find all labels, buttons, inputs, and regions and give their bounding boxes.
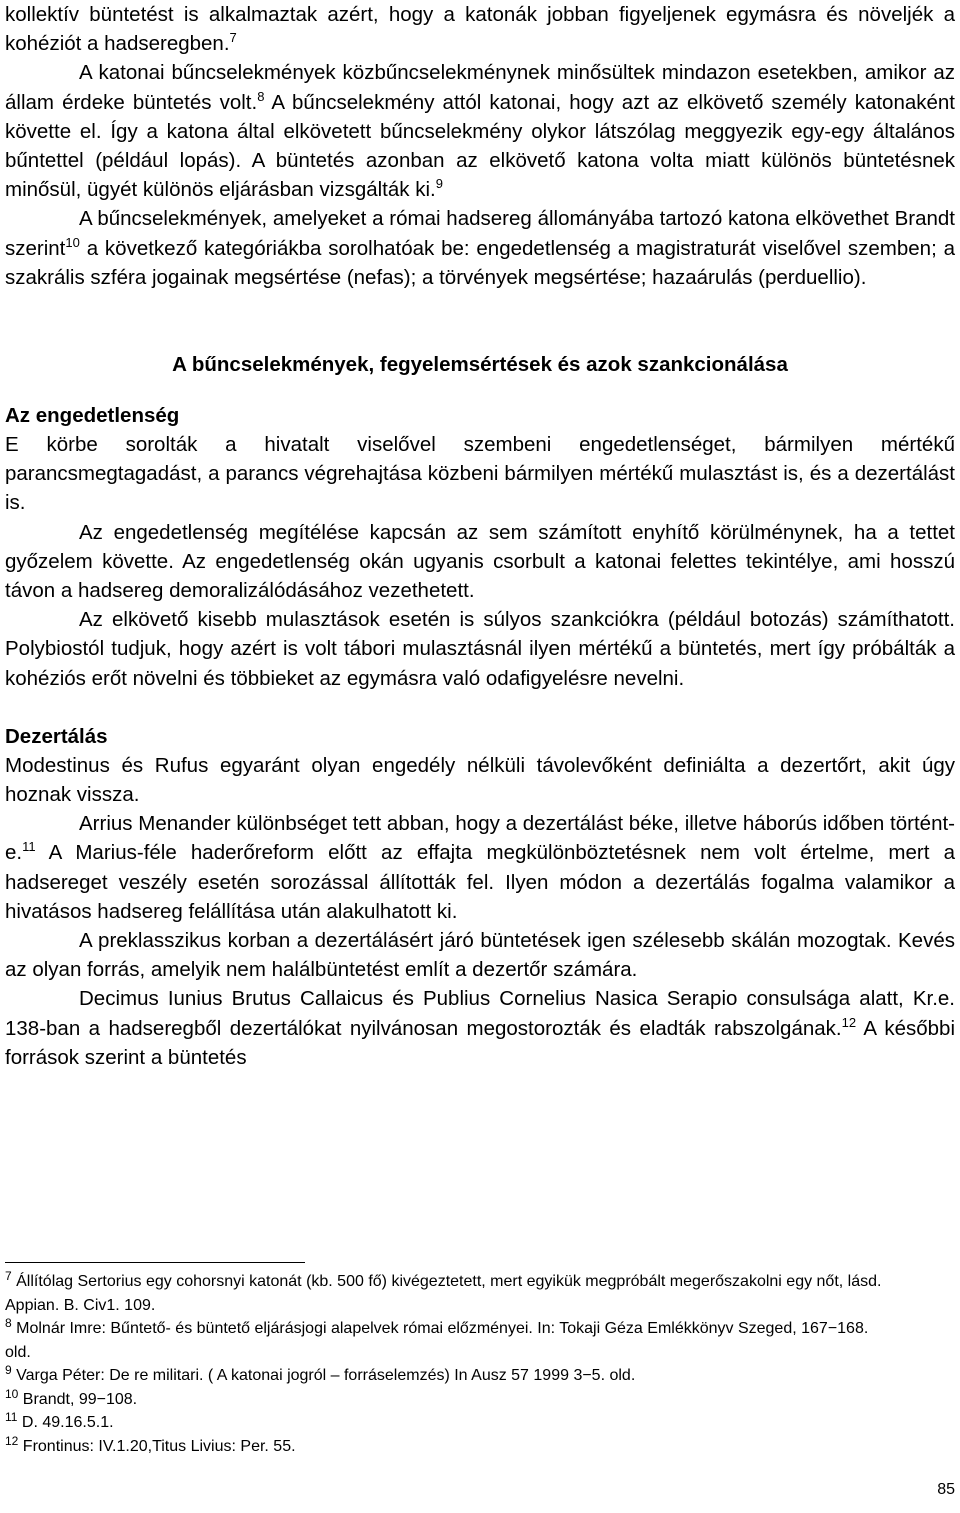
footnote-mark: 12 <box>5 1433 19 1448</box>
footnote-mark: 7 <box>5 1269 12 1283</box>
paragraph-text: kollektív büntetést is alkalmaztak azért, hogy a katonák jobban figyeljenek egymásra és növeljék a kohéziót a hadseregben. <box>5 3 955 56</box>
footnote-text: Frontinus: IV.1.20,Titus Livius: Per. 55. <box>18 1437 296 1455</box>
paragraph-7: Modestinus és Rufus egyaránt olyan engedély nélküli távolevőként definiálta a dezertőrt, akit úgy hoznak vissza. <box>5 753 955 807</box>
paragraph-3 <box>5 204 955 292</box>
footnote-separator <box>5 1262 305 1263</box>
paragraph-text: A későbbi források szerint a büntetés <box>5 1016 956 1069</box>
paragraph-1 <box>5 0 955 58</box>
paragraph-text: A katonai bűncselekmények közbűncselekménynek minősültek mindazon esetekben, amikor az állam érdeke büntetés volt. <box>5 61 955 114</box>
footnote-text: Állítólag Sertorius egy cohorsnyi katonát (kb. 500 fő) kivégeztetett, mert egyikük megpróbált megerőszakolni egy nőt, lásd. Appian. B. Civ1. 109. <box>5 1273 882 1314</box>
footnote-ref[interactable]: 8 <box>257 88 265 104</box>
footnote-ref[interactable]: 10 <box>65 234 80 250</box>
subheading-dezertalas: Dezertálás <box>5 724 108 748</box>
paragraph-10 <box>5 984 955 1072</box>
footnotes <box>5 1270 885 1458</box>
footnote-text: Brandt, 99−108. <box>18 1390 138 1408</box>
paragraph-6: Az elkövető kisebb mulasztások esetén is súlyos szankciókra (például botozás) számíthatott. Polybiostól tudjuk, hogy azért is volt tábori mulasztásnál ilyen mértékű a büntetés, mert így próbálták a kohéziós erőt növelni és többieket az egymásra való odafigyelésre nevelni. <box>5 608 955 690</box>
footnote-ref[interactable]: 9 <box>435 176 443 192</box>
paragraph-4: E körbe sorolták a hivatalt viselővel szembeni engedetlenséget, bármilyen mértékű parancsmegtagadást, a parancs végrehajtása közbeni bármilyen mértékű mulasztást is, és a dezertálást is. <box>5 433 955 515</box>
section-title: A bűncselekmények, fegyelemsértések és azok szankcionálása <box>172 353 788 377</box>
footnote-text: D. 49.16.5.1. <box>17 1414 114 1431</box>
page-number: 85 <box>937 1481 955 1498</box>
footnote-text: Molnár Imre: Bűntető- és büntető eljárásjogi alapelvek római előzményei. In: Tokaji Géza Emlékkönyv Szeged, 167−168. old. <box>5 1320 869 1361</box>
footnote-ref[interactable]: 7 <box>229 30 237 46</box>
footnote-mark: 10 <box>5 1386 19 1401</box>
paragraph-5: Az engedetlenség megítélése kapcsán az sem számított enyhítő körülménynek, ha a tettet győzelem követte. Az engedetlenség okán ugyanis csorbult a katonai felettes tekintélye, ami hosszú távon a hadsereg demoralizálódásához vezethetett. <box>5 520 955 603</box>
footnote-11 <box>5 1411 885 1435</box>
paragraph-text: A Marius-féle haderőreform előtt az effajta megkülönböztetésnek nem volt értelme, mert a hadsereget veszély esetén sorozással állították fel. Ilyen módon a dezertálás fogalma valamikor a hivatásos hadsereg felállítása után alakulhatott ki. <box>5 841 955 923</box>
paragraph-text: Decimus Iunius Brutus Callaicus és Publius Cornelius Nasica Serapio consulsága alatt, Kr.e. 138-ban a hadseregből dezertálókat nyilvánosan megostorozták és eladták rabszolgának. <box>5 987 955 1040</box>
footnote-9 <box>5 1364 885 1388</box>
paragraph-text: Arrius Menander különbséget tett abban, hogy a dezertálást béke, illetve háborús időben történt-e. <box>5 812 955 865</box>
footnote-8 <box>5 1317 885 1364</box>
footnote-10 <box>5 1388 885 1412</box>
paragraph-text: A bűncselekmény attól katonai, hogy azt az elkövető személy katonaként követte el. Így a katona által elkövetett bűncselekmény olykor látszólag meggyezik egy-egy általános bűntettel (például lopás). A büntetés azonban az elkövető katona volta miatt különös büntetésnek minősül, ügyét különös eljárásban vizsgálták ki. <box>5 90 956 202</box>
paragraph-9: A preklasszikus korban a dezertálásért járó büntetések igen szélesebb skálán mozogtak. Kevés az olyan forrás, amelyik nem halálbüntetést említ a dezertőr számára. <box>5 929 955 982</box>
footnote-text: Varga Péter: De re militari. ( A katonai jogról – forráselemzés) In Ausz 57 1999 3−5. old. <box>11 1367 636 1384</box>
footnote-12 <box>5 1435 885 1459</box>
footnote-mark: 11 <box>5 1410 18 1424</box>
paragraph-text: a következő kategóriákba sorolhatóak be: engedetlenség a magistraturát viselővel szemben; a szakrális szféra jogainak megsértése (nefas); a törvények megsértése; hazaárulás (perduellio). <box>5 236 955 289</box>
paragraph-2 <box>5 58 955 204</box>
paragraph-8 <box>5 809 955 926</box>
page-content <box>5 0 955 1072</box>
footnote-mark: 8 <box>5 1316 12 1330</box>
footnote-mark: 9 <box>5 1363 12 1377</box>
footnote-ref[interactable]: 11 <box>22 839 36 855</box>
subheading-engedetlenseg: Az engedetlenség <box>5 404 180 428</box>
footnote-ref[interactable]: 12 <box>841 1014 857 1030</box>
footnote-7 <box>5 1270 885 1317</box>
paragraph-text: A bűncselekmények, amelyeket a római hadsereg állományába tartozó katona elkövethet Brandt szerint <box>5 207 955 260</box>
